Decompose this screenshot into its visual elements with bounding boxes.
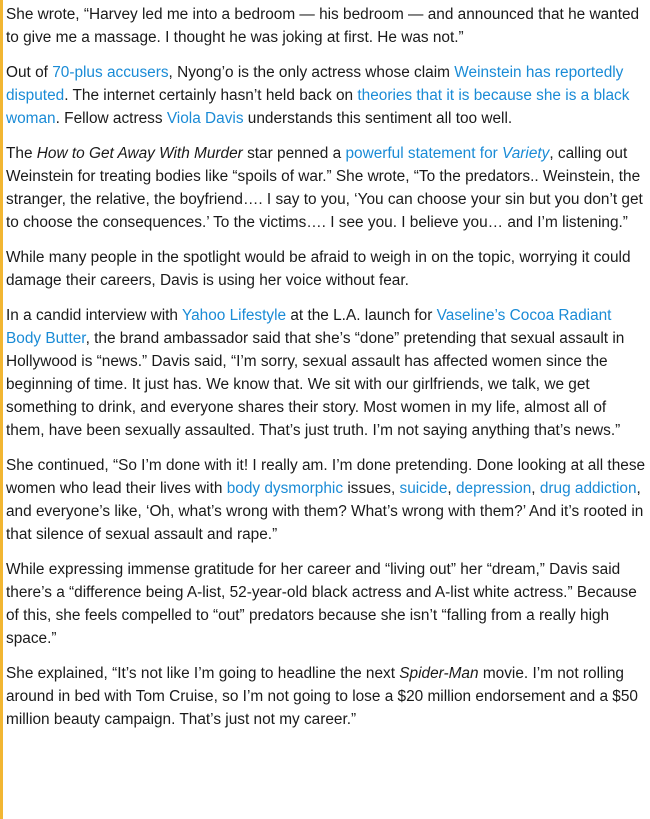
paragraph-8 [6,662,646,731]
paragraph-5 [6,304,646,442]
link-yahoo-lifestyle[interactable]: Yahoo Lifestyle [181,307,287,324]
link-weinstein-disputed[interactable]: Weinstein has reportedly disputed [6,64,624,104]
link-viola-davis[interactable]: Viola Davis [166,110,244,127]
link-theories-black-woman[interactable]: theories that it is because she is a black woman [6,87,630,127]
paragraph-1 [6,3,646,49]
text: issues, [343,480,400,497]
text: at the L.A. launch for [286,307,437,324]
text: In a candid interview with [6,307,182,324]
text: , the brand ambassador said that she’s “done” pretending that sexual assault in Hollywood is “news.” Davis said, “I’m sorry, sexual assault has affected women since the beginning of time. It just has. We know that. We sit with our girlfriends, we talk, we get something to drink, and everyone shares their story. Most women in my life, almost all of them, have been sexually assaulted. That’s just truth. I’m not saying anything that’s news.” [6,330,625,439]
text: While many people in the spotlight would be afraid to weigh in on the topic, worrying it could damage their careers, Davis is using her voice without fear. [6,249,631,289]
text: star penned a [242,145,346,162]
text: She continued, “So I’m done with it! I really am. I’m done pretending. Done looking at all these women who lead their lives with [6,457,646,497]
article-accent-bar [0,0,3,819]
link-70-plus-accusers[interactable]: 70-plus accusers [52,64,169,81]
paragraph-2 [6,61,646,130]
paragraph-6 [6,454,646,546]
text: , [447,480,456,497]
text: . The internet certainly hasn’t held back on [64,87,358,104]
paragraph-7 [6,558,646,650]
text: Out of [6,64,53,81]
link-suicide[interactable]: suicide [399,480,448,497]
text: . Fellow actress [55,110,167,127]
article-body [6,3,646,743]
text: understands this sentiment all too well. [243,110,513,127]
text: , calling out Weinstein for treating bodies like “spoils of war.” She wrote, “To the predators.. Weinstein, the stranger, the relative, the boyfriend…. I say to you, ‘You can choose your sin but you don’t get to choose the consequences.’ To the victims…. I see you. I believe you… and I’m listening.” [6,145,643,231]
link-text-variety: Variety [502,145,550,162]
link-powerful-statement-variety[interactable] [345,145,549,162]
paragraph-4 [6,246,646,292]
text: She wrote, “Harvey led me into a bedroom — his bedroom — and announced that he wanted to give me a massage. I thought he was joking at first. He was not.” [6,6,640,46]
link-depression[interactable]: depression [455,480,532,497]
text: , Nyong’o is the only actress whose claim [168,64,455,81]
paragraph-3 [6,142,646,234]
show-title: How to Get Away With Murder [36,145,243,162]
link-drug-addiction[interactable]: drug addiction [539,480,637,497]
text: The [6,145,37,162]
movie-title: Spider-Man [399,665,479,682]
link-text: powerful statement for [345,145,503,162]
link-vaseline-body-butter[interactable]: Vaseline’s Cocoa Radiant Body Butter [6,307,612,347]
text: She explained, “It’s not like I’m going to headline the next [6,665,400,682]
text: While expressing immense gratitude for her career and “living out” her “dream,” Davis said there’s a “difference being A-list, 52-year-old black actress and A-list white actress.” Because of this, she feels compelled to “out” predators because she isn’t “falling from a really high space.” [6,561,637,647]
text: , [531,480,540,497]
text: , and everyone’s like, ‘Oh, what’s wrong with them? What’s wrong with them?’ And it’s rooted in that silence of sexual assault and rape.” [6,480,644,543]
text: movie. I’m not rolling around in bed with Tom Cruise, so I’m not going to lose a $20 million endorsement and a $50 million beauty campaign. That’s just not my career.” [6,665,638,728]
link-body-dysmorphic[interactable]: body dysmorphic [226,480,344,497]
